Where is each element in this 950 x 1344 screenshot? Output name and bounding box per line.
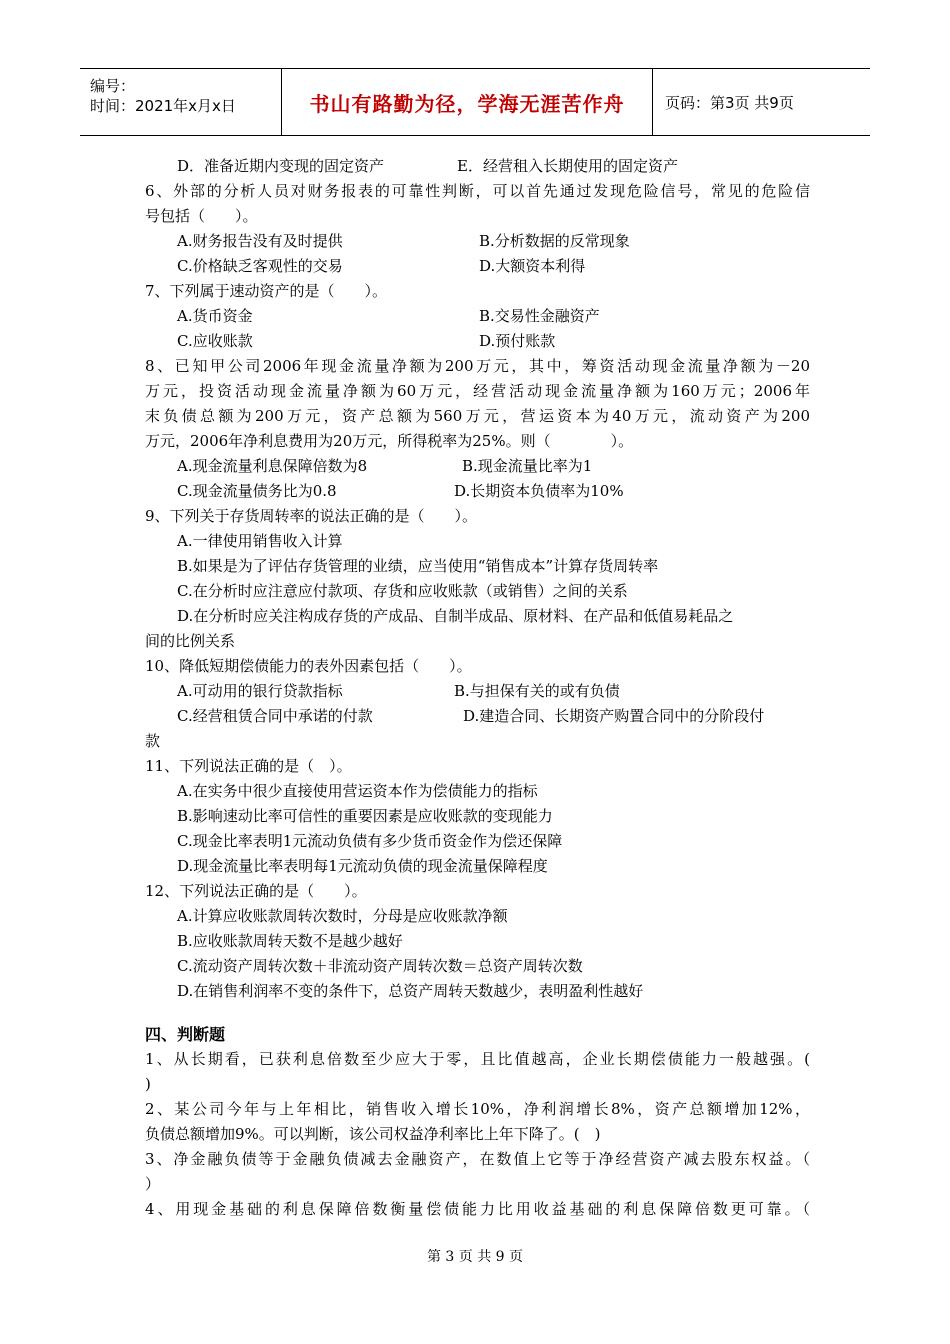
page-footer: 第 3 页 共 9 页	[426, 1249, 524, 1265]
option-e: E．经营租入长期使用的固定资产	[457, 157, 678, 175]
question-8-cont: 万元，投资活动现金流量净额为60万元，经营活动现金流量净额为160万元；2006年	[145, 382, 810, 400]
option-a: A.货币资金	[177, 307, 253, 325]
option-row	[145, 229, 810, 254]
option-d: D．准备近期内变现的固定资产	[177, 157, 385, 175]
judgment-1-cont: )	[145, 1075, 151, 1093]
option-row	[145, 154, 810, 179]
option-d: D.在分析时应关注构成存货的产成品、自制半成品、原材料、在产品和低值易耗品之	[177, 607, 734, 625]
option-d: D.长期资本负债率为10%	[454, 482, 624, 500]
motto: 书山有路勤为径，学海无涯苦作舟	[309, 91, 625, 116]
option-a: A.计算应收账款周转次数时，分母是应收账款净额	[177, 907, 508, 925]
judgment-1: 1、从长期看，已获利息倍数至少应大于零，且比值越高，企业长期偿债能力一般越强。(	[145, 1050, 810, 1068]
header-meta	[80, 69, 280, 135]
header-page-cell	[665, 69, 870, 135]
option-c: C.价格缺乏客观性的交易	[177, 257, 343, 275]
question-8-cont: 末负债总额为200万元，资产总额为560万元，营运资本为40万元，流动资产为200	[145, 407, 810, 425]
question-8: 8、已知甲公司2006年现金流量净额为200万元，其中，筹资活动现金流量净额为－20	[145, 357, 810, 375]
option-a: A.一律使用销售收入计算	[177, 532, 343, 550]
option-c: C.现金流量债务比为0.8	[177, 482, 337, 500]
judgment-2: 2、某公司今年与上年相比，销售收入增长10%，净利润增长8%，资产总额增加12%，	[145, 1100, 810, 1118]
option-row	[145, 304, 810, 329]
question-6-cont: 号包括（ ）。	[145, 207, 258, 225]
header-motto-cell	[281, 69, 653, 135]
judgment-3-cont: ）	[145, 1175, 161, 1193]
option-row	[145, 679, 810, 704]
option-d: D.大额资本利得	[479, 257, 586, 275]
option-d-cont: 款	[145, 732, 161, 750]
judgment-3: 3、净金融负债等于金融负债减去金融资产，在数值上它等于净经营资产减去股东权益。（	[145, 1150, 810, 1168]
option-c: C.经营租赁合同中承诺的付款	[177, 707, 373, 725]
page-header	[80, 68, 870, 136]
question-9: 9、下列关于存货周转率的说法正确的是（ ）。	[145, 507, 478, 525]
question-6: 6、外部的分析人员对财务报表的可靠性判断，可以首先通过发现危险信号，常见的危险信	[145, 182, 810, 200]
option-b: B.影响速动比率可信性的重要因素是应收账款的变现能力	[177, 807, 553, 825]
document-body	[145, 154, 810, 1222]
option-a: A.财务报告没有及时提供	[177, 232, 343, 250]
option-b: B.应收账款周转天数不是越少越好	[177, 932, 403, 950]
option-row	[145, 704, 810, 729]
page-number: 页码：第3页 共9页	[665, 93, 794, 112]
option-a: A.现金流量利息保障倍数为8	[177, 457, 368, 475]
number-label: 编号：	[90, 77, 136, 95]
question-12: 12、下列说法正确的是（ ）。	[145, 882, 367, 900]
judgment-2-cont: 负债总额增加9%。可以判断，该公司权益净利率比上年下降了。( )	[145, 1125, 601, 1143]
option-c: C.应收账款	[177, 332, 253, 350]
option-d: D.在销售利润率不变的条件下，总资产周转天数越少，表明盈利性越好	[177, 982, 644, 1000]
option-b: B.与担保有关的或有负债	[454, 682, 620, 700]
section-heading: 四、判断题	[145, 1025, 226, 1044]
option-row	[145, 479, 810, 504]
option-b: B.交易性金融资产	[479, 307, 600, 325]
option-a: A.可动用的银行贷款指标	[177, 682, 343, 700]
option-c: C.流动资产周转次数＋非流动资产周转次数＝总资产周转次数	[177, 957, 583, 975]
option-d: D.建造合同、长期资产购置合同中的分阶段付	[463, 707, 765, 725]
date-label: 时间：2021年x月x日	[90, 97, 236, 115]
option-d-cont: 间的比例关系	[145, 632, 236, 650]
option-row	[145, 329, 810, 354]
judgment-4: 4、用现金基础的利息保障倍数衡量偿债能力比用收益基础的利息保障倍数更可靠。（	[145, 1200, 810, 1218]
option-a: A.在实务中很少直接使用营运资本作为偿债能力的指标	[177, 782, 538, 800]
option-c: C.在分析时应注意应付款项、存货和应收账款（或销售）之间的关系	[177, 582, 628, 600]
question-11: 11、下列说法正确的是（ ）。	[145, 757, 352, 775]
option-b: B.现金流量比率为1	[462, 457, 593, 475]
option-b: B.分析数据的反常现象	[479, 232, 630, 250]
option-c: C.现金比率表明1元流动负债有多少货币资金作为偿还保障	[177, 832, 563, 850]
option-d: D.现金流量比率表明每1元流动负债的现金流量保障程度	[177, 857, 548, 875]
question-10: 10、降低短期偿债能力的表外因素包括（ ）。	[145, 657, 472, 675]
question-8-cont: 万元，2006年净利息费用为20万元，所得税率为25%。则（ ）。	[145, 432, 634, 450]
option-b: B.如果是为了评估存货管理的业绩，应当使用“销售成本”计算存货周转率	[177, 557, 659, 575]
option-row	[145, 254, 810, 279]
option-row	[145, 454, 810, 479]
question-7: 7、下列属于速动资产的是（ ）。	[145, 282, 388, 300]
option-d: D.预付账款	[479, 332, 556, 350]
